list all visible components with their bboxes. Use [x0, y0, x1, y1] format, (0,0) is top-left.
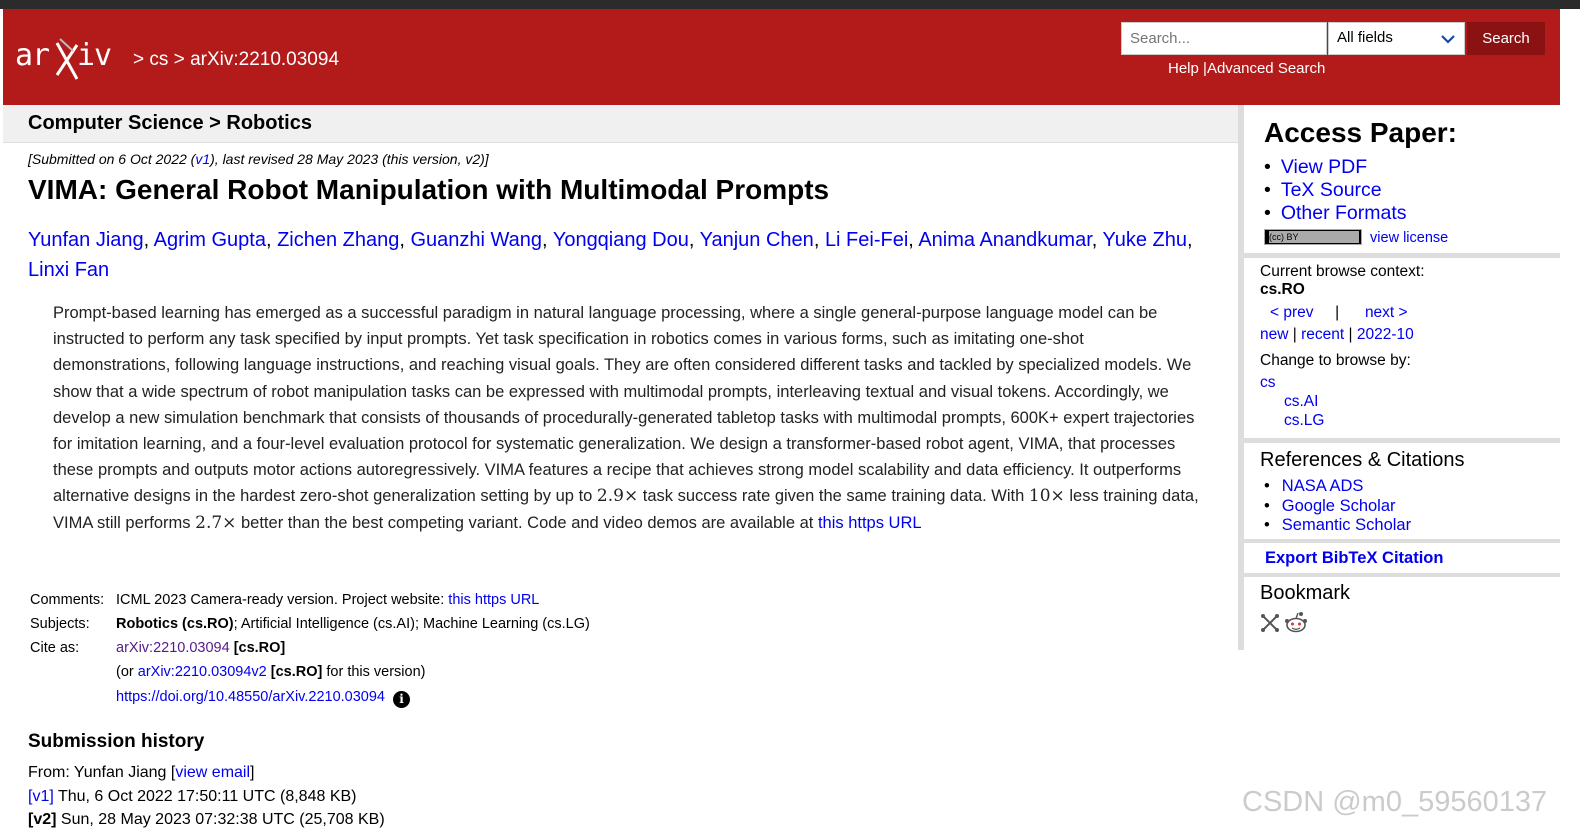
- cite-label: Cite as:: [30, 640, 80, 656]
- version-tag: [cs.RO]: [266, 664, 323, 680]
- cite-value: [116, 640, 285, 656]
- abstract-text: less training data, VIMA still performs: [53, 487, 1199, 532]
- bibtex-box: [1244, 543, 1560, 573]
- author-separator: ,: [813, 229, 825, 251]
- access-paper-box: [1244, 105, 1560, 253]
- access-item: [1264, 202, 1407, 225]
- export-bibtex-link[interactable]: Export BibTeX Citation: [1265, 549, 1444, 567]
- v1-date: Thu, 6 Oct 2022 17:50:11 UTC (8,848 KB): [53, 787, 357, 805]
- next-link[interactable]: next >: [1364, 304, 1408, 321]
- author-separator: ,: [1091, 229, 1103, 251]
- breadcrumb-sep: >: [173, 49, 185, 70]
- abstract-text: Prompt-based learning has emerged as a successful paradigm in natural language processing, where a single general-purpose language model can be instructed to perform any task specified by input prompts. Yet task specification in robotics comes in various forms, such as imitating one-shot demonstrations, following language instructions, and reaching visual goals. They are often considered different tasks and tackled by specialized models. We show that a wide spectrum of robot manipulation tasks can be expressed with multimodal prompts, interleaving textual and visual tokens. Accordingly, we develop a new simulation benchmark that consists of thousands of procedurally-generated tabletop tasks with multimodal prompts, 600K+ expert trajectories for imitation learning, and a four-level evaluation protocol for systematic generalization. We design a transformer-based robot agent, VIMA, that processes these prompts and outputs motor actions autoregressively. VIMA features a recipe that achieves strong model scalability and data efficiency. It outperforms alternative designs in the hardest zero-shot generalization setting by up to: [53, 304, 1195, 506]
- secondary-subjects: ; Artificial Intelligence (cs.AI); Machine Learning (cs.LG): [233, 616, 590, 632]
- view-pdf-link[interactable]: View PDF: [1280, 156, 1368, 178]
- breadcrumb: [133, 49, 339, 71]
- subjects-label: Subjects:: [30, 616, 90, 632]
- author-link[interactable]: Linxi Fan: [28, 259, 110, 281]
- reference-item: [1264, 477, 1411, 497]
- history-v2: [28, 808, 385, 832]
- change-browse-label: Change to browse by:: [1260, 352, 1411, 369]
- abstract-math: 2.9×: [596, 486, 639, 507]
- submission-history-title: Submission history: [28, 731, 205, 752]
- paper-title: VIMA: General Robot Manipulation with Multimodal Prompts: [28, 174, 830, 205]
- abstract-text: better than the best competing variant. Code and video demos are available at: [236, 513, 818, 532]
- nav-separator: |: [1292, 326, 1297, 343]
- help-link[interactable]: Help: [1168, 60, 1199, 77]
- svg-text:iv: iv: [77, 38, 112, 73]
- access-links: [1264, 156, 1407, 225]
- search-field-value: All fields: [1337, 29, 1393, 46]
- from-pre: From: Yunfan Jiang [: [28, 764, 176, 781]
- author-link[interactable]: Yuke Zhu: [1102, 229, 1188, 251]
- submission-dateline: [28, 151, 489, 167]
- abstract-text: task success rate given the same training data. With: [638, 487, 1029, 506]
- nav-separator: |: [1348, 326, 1353, 343]
- author-separator: ,: [265, 229, 278, 251]
- cite-id-link[interactable]: arXiv:2210.03094: [116, 640, 230, 656]
- abstract-math: 10×: [1028, 486, 1065, 507]
- search-input[interactable]: [1121, 22, 1327, 55]
- subjects-value: [116, 616, 590, 632]
- context-value: cs.RO: [1260, 281, 1305, 298]
- breadcrumb-id: arXiv:2210.03094: [190, 49, 340, 70]
- author-separator: ,: [399, 229, 411, 251]
- nasa-ads-link[interactable]: NASA ADS: [1281, 477, 1364, 495]
- month-link[interactable]: 2022-10: [1356, 326, 1414, 343]
- breadcrumb-cs[interactable]: cs: [149, 49, 169, 70]
- view-license-link[interactable]: view license: [1370, 230, 1449, 246]
- author-link[interactable]: Li Fei-Fei: [824, 229, 909, 251]
- search-button[interactable]: Search: [1467, 22, 1545, 55]
- comments-text: ICML 2023 Camera-ready version. Project website:: [116, 592, 449, 608]
- browse-cs-item: [1260, 374, 1276, 392]
- from-post: ]: [250, 764, 255, 781]
- author-separator: ,: [688, 229, 700, 251]
- dateline-post: ), last revised 28 May 2023 (this version, v2)]: [210, 151, 489, 167]
- or-post: for this version): [322, 664, 426, 680]
- browse-ai-link[interactable]: cs.AI: [1284, 393, 1319, 410]
- bibsonomy-icon[interactable]: [1260, 613, 1280, 633]
- or-pre: (or: [116, 664, 138, 680]
- top-strip: [0, 0, 1580, 9]
- author-link[interactable]: Yanjun Chen: [699, 229, 814, 251]
- arxiv-logo[interactable]: [15, 35, 130, 85]
- references-links: [1264, 477, 1411, 536]
- comments-value: [116, 592, 539, 608]
- author-list: [28, 225, 1238, 285]
- link-separator: |: [1203, 60, 1207, 77]
- v2-date: Sun, 28 May 2023 07:32:38 UTC (25,708 KB): [56, 811, 385, 828]
- author-separator: ,: [542, 229, 553, 251]
- license: [1264, 229, 1448, 246]
- subject-heading: Computer Science > Robotics: [28, 112, 312, 134]
- comments-label: Comments:: [30, 592, 105, 608]
- header-links: [1168, 60, 1325, 77]
- primary-subject: Robotics (cs.RO): [116, 616, 234, 632]
- bookmark-title: Bookmark: [1260, 582, 1351, 604]
- author-link[interactable]: Guanzhi Wang: [410, 229, 543, 251]
- history-v1: [28, 785, 385, 809]
- advanced-search-link[interactable]: Advanced Search: [1206, 60, 1326, 77]
- breadcrumb-sep: >: [133, 49, 145, 70]
- author-link[interactable]: Agrim Gupta: [153, 229, 266, 251]
- site-header: [3, 9, 1560, 105]
- v2-version-tag: [v2]: [28, 811, 57, 828]
- prev-link[interactable]: < prev: [1270, 304, 1314, 321]
- chevron-down-icon: [1440, 31, 1456, 47]
- project-url-link[interactable]: this https URL: [448, 592, 540, 608]
- doi-link[interactable]: https://doi.org/10.48550/arXiv.2210.03094: [116, 689, 385, 705]
- cc-badge-text: (cc) BY: [1269, 231, 1359, 243]
- google-scholar-link[interactable]: Google Scholar: [1281, 496, 1396, 515]
- abstract-math: 2.7×: [195, 512, 237, 533]
- version-id-link[interactable]: arXiv:2210.03094v2: [137, 664, 267, 680]
- subject-bar: [3, 105, 1238, 143]
- reddit-icon[interactable]: [1284, 611, 1308, 633]
- nav-separator: |: [1335, 304, 1340, 321]
- reference-item: [1264, 497, 1411, 517]
- references-title: References & Citations: [1260, 449, 1465, 471]
- references-box: [1244, 443, 1560, 539]
- v1-version-link[interactable]: [v1]: [28, 787, 54, 805]
- author-separator: ,: [1187, 229, 1193, 251]
- watermark: CSDN @m0_59560137: [1242, 786, 1548, 818]
- author-separator: ,: [143, 229, 154, 251]
- bookmark-box: [1244, 577, 1560, 650]
- author-separator: ,: [908, 229, 919, 251]
- doi-value: [116, 689, 410, 708]
- context-label: Current browse context:: [1260, 263, 1425, 280]
- abstract: [53, 300, 1203, 536]
- semantic-scholar-link[interactable]: Semantic Scholar: [1281, 516, 1412, 534]
- cite-tag: [cs.RO]: [229, 640, 286, 656]
- access-title: Access Paper:: [1264, 117, 1458, 148]
- browse-lg-link[interactable]: cs.LG: [1284, 412, 1325, 429]
- author-link[interactable]: Yongqiang Dou: [552, 229, 689, 251]
- browse-ai-item: [1284, 393, 1318, 411]
- view-email-link[interactable]: view email: [175, 764, 251, 781]
- cc-by-license-icon[interactable]: [1264, 229, 1362, 245]
- other-formats-link[interactable]: Other Formats: [1280, 202, 1407, 224]
- dateline-pre: [Submitted on 6 Oct 2022 (: [28, 151, 196, 167]
- browse-links: [1260, 326, 1414, 344]
- author-link[interactable]: Zichen Zhang: [277, 229, 400, 251]
- info-icon[interactable]: i: [393, 691, 410, 708]
- sidebar: [1238, 105, 1560, 650]
- bookmark-icons: [1260, 611, 1308, 638]
- browse-cs-link[interactable]: cs: [1260, 374, 1276, 391]
- browse-context-box: [1244, 258, 1560, 438]
- history-from: [28, 761, 385, 785]
- version-cite-value: [116, 664, 426, 680]
- abstract-url-link[interactable]: this https URL: [817, 513, 922, 532]
- access-item: [1264, 179, 1407, 202]
- submission-history: [28, 761, 385, 832]
- recent-link[interactable]: recent: [1301, 326, 1345, 343]
- svg-text:ar: ar: [15, 38, 50, 73]
- new-link[interactable]: new: [1260, 326, 1289, 343]
- browse-lg-item: [1284, 412, 1324, 430]
- tex-source-link[interactable]: TeX Source: [1280, 179, 1382, 201]
- v1-link[interactable]: v1: [195, 151, 211, 167]
- prev-next: [1270, 304, 1408, 322]
- search-field-select[interactable]: [1328, 22, 1465, 55]
- reference-item: [1264, 516, 1411, 536]
- access-item: [1264, 156, 1407, 179]
- author-link[interactable]: Anima Anandkumar: [918, 229, 1092, 251]
- author-link[interactable]: Yunfan Jiang: [28, 229, 144, 251]
